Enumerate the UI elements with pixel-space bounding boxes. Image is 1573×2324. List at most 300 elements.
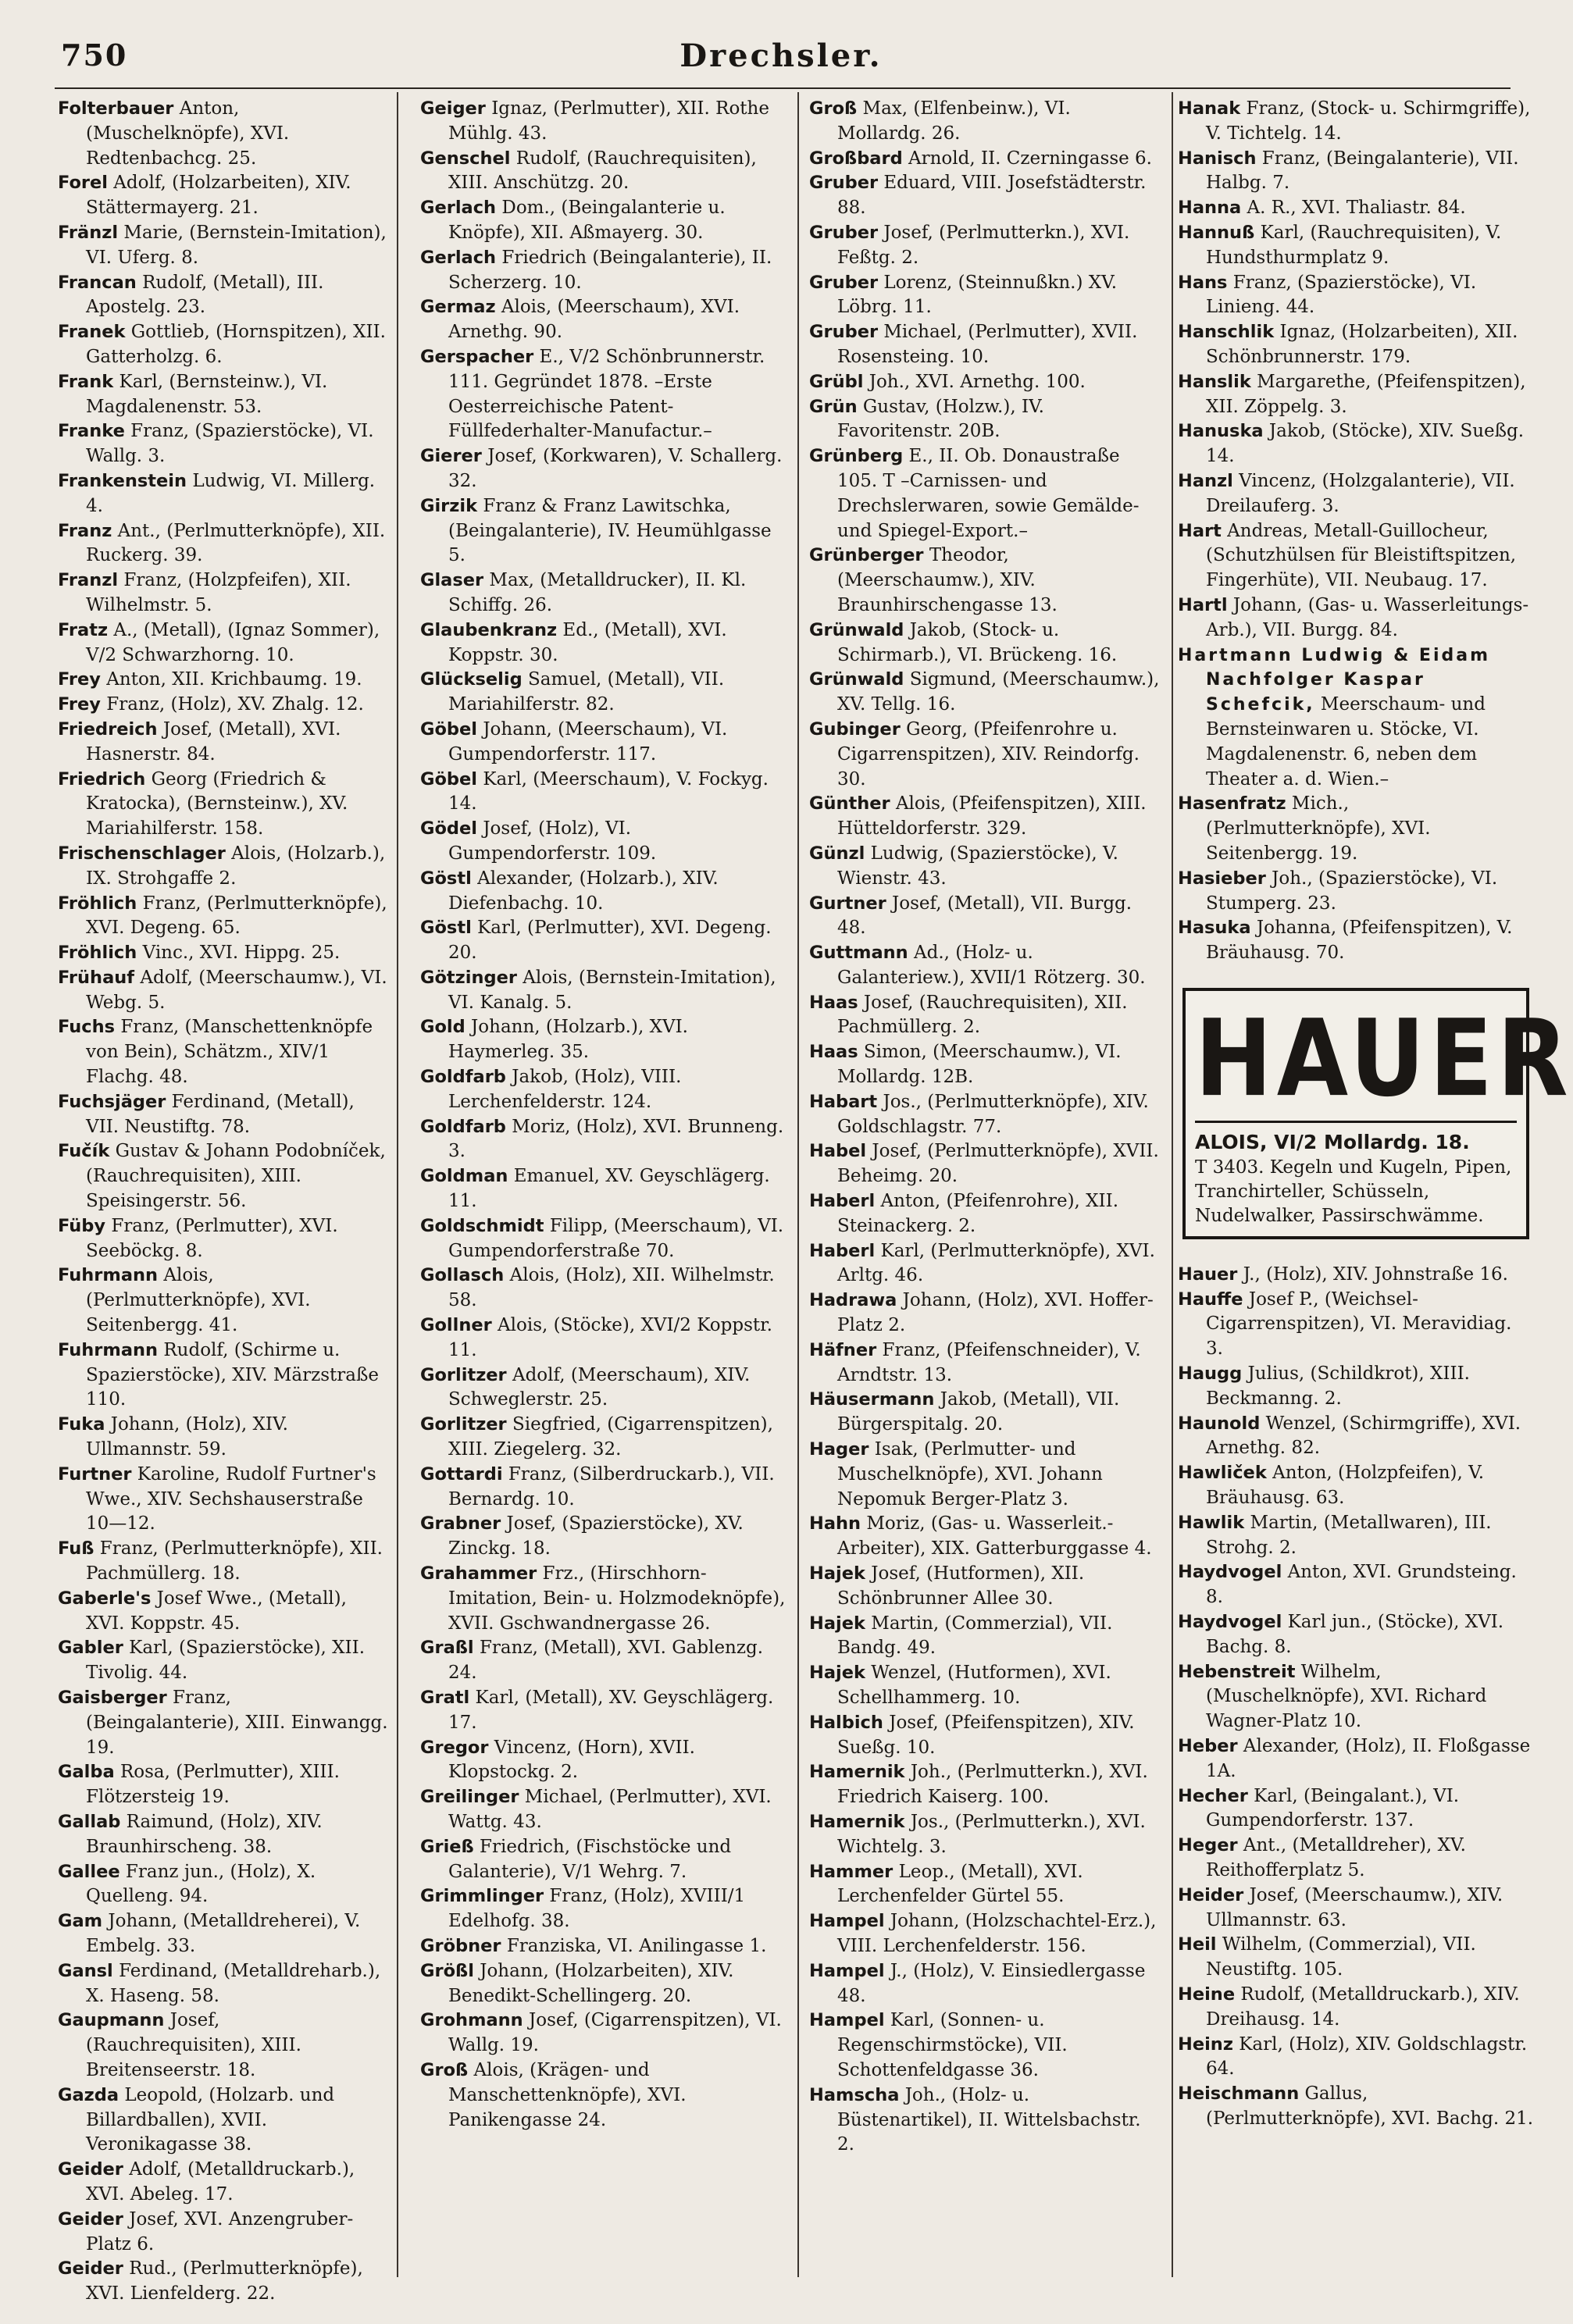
entry-details: Karl, (Bernsteinw.), VI. Magdalenenstr. 53. — [86, 371, 328, 417]
directory-entry — [809, 718, 1162, 792]
entry-details: Franz, (Perlmutter), XVI. Seeböckg. 8. — [86, 1215, 338, 1261]
column-4-bottom-entries — [1178, 1263, 1534, 2132]
directory-entry — [1178, 1263, 1534, 1288]
entry-details: Johann, (Holzschachtel-Erz.), VIII. Lerchenfelderstr. 156. — [837, 1911, 1157, 1956]
directory-entry — [58, 2009, 389, 2083]
directory-entry — [1178, 1983, 1534, 2033]
directory-entry — [809, 147, 1162, 172]
entry-details: Ferdinand, (Metall), VII. Neustiftg. 78. — [86, 1091, 355, 1137]
entry-surname: Gaberle's — [58, 1588, 152, 1609]
entry-surname: Habart — [809, 1091, 878, 1112]
entry-surname: Frühauf — [58, 967, 135, 988]
entry-details: Franz, (Metall), XVI. Gablenzg. 24. — [448, 1638, 764, 1684]
entry-details: Josef, (Perlmutterkn.), XVI. Feßtg. 2. — [837, 222, 1130, 268]
entry-surname: Haunold — [1178, 1413, 1261, 1434]
directory-entry — [420, 1636, 787, 1686]
entry-details: Franziska, VI. Anilingasse 1. — [501, 1935, 767, 1956]
column-divider — [797, 92, 799, 2277]
header-rule — [55, 87, 1511, 89]
entry-surname: Grünwald — [809, 619, 904, 640]
directory-entry — [809, 991, 1162, 1041]
entry-surname: Hasenfratz — [1178, 793, 1286, 814]
entry-details: Anton, (Pfeifenrohre), XII. Steinackerg. 2. — [837, 1191, 1119, 1236]
entry-details: Josef, (Perlmutterknöpfe), XVII. Beheimg. 20. — [837, 1141, 1159, 1187]
entry-details: Meerschaum- und Bernsteinwaren u. Stöcke, VI. Magdalenenstr. 6, neben dem Theater a. d. Wien.– — [1206, 694, 1486, 790]
entry-surname: Germaz — [420, 297, 496, 318]
directory-entry — [1178, 320, 1534, 370]
entry-details: Gallus, (Perlmutterknöpfe), XVI. Bachg. 21. — [1206, 2083, 1534, 2129]
entry-surname: Goldfarb — [420, 1067, 506, 1088]
entry-details: Ant., (Metalldreher), XV. Reithofferplatz 5. — [1206, 1835, 1466, 1881]
directory-entry — [420, 196, 787, 246]
entry-surname: Göbel — [420, 718, 478, 740]
entry-surname: Hannuß — [1178, 222, 1255, 243]
entry-details: Emanuel, XV. Geyschlägerg. 11. — [448, 1166, 770, 1212]
entry-surname: Heine — [1178, 1984, 1236, 2005]
entry-surname: Häfner — [809, 1339, 877, 1360]
directory-entry — [809, 1661, 1162, 1711]
entry-details: Johann, (Holzarb.), XVI. Haymerleg. 35. — [448, 1017, 688, 1063]
entry-surname: Folterbauer — [58, 98, 174, 119]
directory-entry — [420, 345, 787, 444]
directory-entry — [1178, 2033, 1534, 2083]
entry-surname: Götzinger — [420, 967, 517, 988]
entry-surname: Genschel — [420, 148, 511, 169]
directory-entry — [1178, 1660, 1534, 1734]
directory-entry — [809, 271, 1162, 321]
ad-brand: HAUER — [1195, 996, 1573, 1121]
entry-details: Alexander, (Holzarb.), XIV. Diefenbachg. 10. — [448, 868, 719, 914]
directory-entry — [809, 1959, 1162, 2009]
entry-details: Rosa, (Perlmutter), XIII. Flötzersteig 19. — [86, 1762, 340, 1808]
entry-surname: Franek — [58, 322, 126, 343]
entry-details: Michael, (Perlmutter), XVII. Rosensteing. 10. — [837, 322, 1138, 367]
page-title: Drechsler. — [679, 37, 883, 74]
entry-surname: Hammer — [809, 1861, 894, 1882]
directory-entry — [809, 1438, 1162, 1512]
directory-entry — [809, 444, 1162, 544]
entry-details: Michael, (Perlmutter), XVI. Wattg. 43. — [448, 1787, 772, 1832]
entry-details: Franz, (Spazierstöcke), VI. Linieng. 44. — [1206, 272, 1477, 318]
entry-surname: Hanuska — [1178, 421, 1264, 442]
directory-entry — [809, 97, 1162, 147]
directory-entry — [58, 1413, 389, 1463]
directory-entry — [58, 1587, 389, 1637]
entry-surname: Hamernik — [809, 1811, 905, 1832]
entry-details: Karl, (Sonnen- u. Regenschirmstöcke), VII. Schottenfeldgasse 36. — [837, 2010, 1068, 2080]
directory-entry — [809, 892, 1162, 942]
entry-surname: Gröbner — [420, 1935, 501, 1956]
entry-surname: Fuchsjäger — [58, 1091, 166, 1112]
entry-details: Josef, (Korkwaren), V. Schallerg. 32. — [448, 446, 783, 491]
entry-details: Margarethe, (Pfeifenspitzen), XII. Zöppelg. 3. — [1206, 371, 1526, 417]
directory-entry — [1178, 1461, 1534, 1511]
directory-entry — [420, 668, 787, 718]
entry-details: Johanna, (Pfeifenspitzen), V. Bräuhausg. 70. — [1206, 918, 1513, 964]
entry-surname: Grieß — [420, 1836, 474, 1857]
directory-entry — [58, 892, 389, 942]
entry-details: Ignaz, (Perlmutter), XII. Rothe Mühlg. 43. — [448, 98, 769, 144]
directory-entry — [58, 171, 389, 221]
entry-surname: Heger — [1178, 1835, 1238, 1856]
directory-entry — [1178, 1933, 1534, 1983]
entry-details: Alois, (Krägen- und Manschettenknöpfe), XVI. Panikengasse 24. — [448, 2059, 687, 2130]
entry-details: Julius, (Schildkrot), XIII. Beckmanng. 2. — [1206, 1363, 1470, 1409]
directory-entry — [58, 1463, 389, 1537]
directory-entry — [420, 1065, 787, 1115]
directory-entry — [809, 1239, 1162, 1289]
entry-surname: Hartl — [1178, 594, 1228, 615]
directory-entry — [1178, 519, 1534, 593]
entry-surname: Gollasch — [420, 1265, 505, 1286]
directory-entry — [58, 2208, 389, 2258]
directory-entry — [809, 1612, 1162, 1662]
entry-surname: Hampel — [809, 2010, 885, 2031]
directory-entry — [420, 1959, 787, 2009]
entry-surname: Gaupmann — [58, 2010, 165, 2031]
ad-owner-address: ALOIS, VI/2 Mollardg. 18. — [1195, 1130, 1470, 1153]
directory-entry — [58, 419, 389, 469]
directory-entry — [58, 842, 389, 892]
entry-surname: Günther — [809, 793, 890, 814]
entry-details: Franz, (Holz), XVIII/1 Edelhofg. 38. — [448, 1886, 746, 1932]
entry-details: Franz, (Holzpfeifen), XII. Wilhelmstr. 5. — [86, 570, 351, 615]
entry-details: Rud., (Perlmutterknöpfe), XVI. Lienfelderg. 22. — [86, 2258, 363, 2304]
directory-entry — [58, 768, 389, 842]
entry-details: Joh., (Holz- u. Büstenartikel), II. Wittelsbachstr. 2. — [837, 2084, 1141, 2155]
directory-column-4 — [1178, 97, 1573, 2276]
entry-details: Franz, (Perlmutterknöpfe), XII. Pachmüllerg. 18. — [86, 1538, 383, 1584]
directory-entry — [420, 246, 787, 296]
entry-details: Franz, (Spazierstöcke), VI. Wallg. 3. — [86, 421, 374, 467]
entry-details: Johann, (Meerschaum), VI. Gumpendorferstr. 117. — [448, 718, 728, 765]
directory-entry — [420, 817, 787, 867]
directory-entry — [809, 1810, 1162, 1860]
entry-surname: Gam — [58, 1911, 103, 1932]
entry-surname: Gollner — [420, 1315, 492, 1336]
directory-entry — [420, 494, 787, 569]
entry-surname: Grahammer — [420, 1563, 537, 1584]
entry-details: Alois, (Perlmutterknöpfe), XVI. Seitenbergg. 41. — [86, 1265, 311, 1336]
directory-entry — [58, 569, 389, 618]
entry-surname: Gruber — [809, 173, 879, 194]
entry-surname: Hanak — [1178, 98, 1241, 119]
ad-products: T 3403. Kegeln und Kugeln, Pipen, Tranchirteller, Schüsseln, Nudelwalker, Passirschwämme. — [1195, 1157, 1512, 1226]
directory-entry — [420, 1512, 787, 1562]
directory-entry — [420, 1115, 787, 1165]
entry-details: Gustav, (Holzw.), IV. Favoritenstr. 20B. — [837, 396, 1044, 442]
entry-surname: Hajek — [809, 1663, 865, 1684]
directory-entry — [1178, 1884, 1534, 1934]
entry-surname: Gregor — [420, 1737, 489, 1758]
entry-surname: Hecher — [1178, 1785, 1248, 1806]
entry-details: Alois, (Holzarb.), IX. Strohgaffe 2. — [86, 843, 386, 889]
entry-details: Josef, (Metall), XVI. Hasnerstr. 84. — [86, 718, 341, 765]
entry-surname: Hanna — [1178, 198, 1242, 219]
entry-details: Jos., (Perlmutterknöpfe), XIV. Goldschlagstr. 77. — [837, 1091, 1149, 1137]
entry-surname: Göbel — [420, 768, 478, 790]
entry-details: Karl, (Meerschaum), V. Fockyg. 14. — [448, 768, 769, 814]
directory-column-1 — [58, 97, 389, 2304]
entry-details: Franz, (Stock- u. Schirmgriffe), V. Tichtelg. 14. — [1206, 98, 1531, 144]
entry-surname: Geider — [58, 2258, 123, 2279]
directory-column-3 — [809, 97, 1162, 2276]
entry-surname: Grünberg — [809, 446, 904, 467]
entry-details: Moriz, (Holz), XVI. Brunneng. 3. — [448, 1116, 784, 1162]
entry-details: Franz, (Beingalanterie), XIII. Einwangg. 19. — [86, 1688, 388, 1758]
directory-entry — [809, 1388, 1162, 1438]
directory-entry — [420, 1164, 787, 1214]
entry-surname: Hanisch — [1178, 148, 1257, 169]
directory-entry — [420, 97, 787, 147]
directory-entry — [1178, 469, 1534, 519]
entry-details: Simon, (Meerschaumw.), VI. Mollardg. 12B. — [837, 1042, 1122, 1088]
entry-surname: Grünwald — [809, 669, 904, 690]
entry-surname: Fratz — [58, 619, 109, 640]
entry-surname: Heil — [1178, 1934, 1217, 1955]
entry-surname: Grün — [809, 396, 858, 417]
entry-surname: Girzik — [420, 495, 478, 516]
directory-entry — [1178, 196, 1534, 221]
directory-entry — [420, 147, 787, 197]
entry-surname: Geiger — [420, 98, 486, 119]
entry-details: Alois, (Stöcke), XVI/2 Koppstr. 11. — [448, 1315, 772, 1360]
directory-entry — [420, 1264, 787, 1313]
directory-entry — [420, 1015, 787, 1065]
entry-details: Rudolf, (Metalldruckarb.), XIV. Dreihausg. 14. — [1206, 1984, 1520, 2030]
directory-entry — [58, 1636, 389, 1686]
directory-entry — [1178, 221, 1534, 271]
entry-surname: Hanzl — [1178, 470, 1233, 491]
entry-details: A., (Metall), (Ignaz Sommer), V/2 Schwarzhorng. 10. — [86, 619, 380, 665]
entry-surname: Hebenstreit — [1178, 1661, 1296, 1682]
directory-entry — [58, 1909, 389, 1959]
entry-surname: Haydvogel — [1178, 1562, 1282, 1583]
entry-surname: Guttmann — [809, 943, 908, 964]
directory-entry — [1178, 643, 1534, 793]
entry-surname: Glaser — [420, 570, 484, 591]
entry-details: Samuel, (Metall), VII. Mariahilferstr. 82. — [448, 669, 725, 715]
entry-surname: Heider — [1178, 1884, 1244, 1905]
entry-surname: Hampel — [809, 1911, 885, 1932]
entry-details: Max, (Elfenbeinw.), VI. Mollardg. 26. — [837, 98, 1071, 144]
entry-surname: Franzl — [58, 570, 119, 591]
entry-surname: Gerlach — [420, 198, 497, 219]
directory-entry — [809, 320, 1162, 370]
entry-surname: Hamernik — [809, 1762, 905, 1783]
entry-surname: Grabner — [420, 1513, 501, 1534]
directory-entry — [809, 842, 1162, 892]
entry-surname: Gruber — [809, 322, 879, 343]
entry-surname: Frey — [58, 694, 101, 715]
entry-surname: Galba — [58, 1762, 115, 1783]
directory-entry — [1178, 1412, 1534, 1462]
entry-details: Josef, (Metall), VII. Burgg. 48. — [837, 893, 1132, 939]
directory-entry — [809, 1338, 1162, 1388]
entry-details: Jos., (Perlmutterkn.), XVI. Wichtelg. 3. — [837, 1811, 1146, 1857]
entry-details: Ant., (Perlmutterknöpfe), XII. Ruckerg. 39. — [86, 520, 386, 566]
entry-details: Josef, (Holz), VI. Gumpendorferstr. 109. — [448, 818, 657, 864]
entry-surname: Göstl — [420, 868, 472, 889]
entry-details: Franz, (Holz), XV. Zhalg. 12. — [100, 694, 364, 715]
entry-firm-name: Hartmann Ludwig & Eidam Nachfolger Kaspar Schefcik, — [1178, 645, 1491, 715]
entry-details: Josef, XVI. Anzengruber-Platz 6. — [86, 2208, 354, 2254]
directory-entry — [809, 792, 1162, 842]
directory-entry — [809, 668, 1162, 718]
entry-surname: Groß — [809, 98, 858, 119]
directory-entry — [420, 1835, 787, 1885]
entry-surname: Heischmann — [1178, 2083, 1300, 2105]
entry-details: Jakob, (Stock- u. Schirmarb.), VI. Brückeng. 16. — [837, 619, 1118, 665]
entry-surname: Fröhlich — [58, 943, 137, 964]
directory-entry — [809, 618, 1162, 668]
entry-surname: Haberl — [809, 1191, 876, 1212]
directory-entry — [809, 1090, 1162, 1140]
entry-surname: Gottardi — [420, 1463, 503, 1485]
directory-entry — [809, 544, 1162, 618]
entry-details: Adolf, (Meerschaumw.), VI. Webg. 5. — [86, 967, 387, 1013]
entry-details: Marie, (Bernstein-Imitation), VI. Uferg. 8. — [86, 222, 387, 268]
entry-surname: Gerspacher — [420, 346, 534, 367]
entry-details: Karl, (Metall), XV. Geyschlägerg. 17. — [448, 1688, 774, 1733]
entry-surname: Fuchs — [58, 1017, 116, 1038]
entry-details: Josef, (Spazierstöcke), XV. Zinckg. 18. — [448, 1513, 744, 1559]
entry-surname: Gansl — [58, 1960, 113, 1981]
entry-details: J., (Holz), V. Einsiedlergasse 48. — [837, 1960, 1146, 2006]
entry-details: Arnold, II. Czerningasse 6. — [902, 148, 1152, 169]
entry-details: Friedrich, (Fischstöcke und Galanterie), V/1 Wehrg. 7. — [448, 1836, 732, 1882]
entry-surname: Gratl — [420, 1688, 470, 1708]
entry-surname: Füby — [58, 1215, 106, 1236]
directory-entry — [1178, 593, 1534, 643]
entry-details: Friedrich (Beingalanterie), II. Scherzerg. 10. — [448, 247, 772, 293]
directory-entry — [1178, 1610, 1534, 1660]
directory-entry — [58, 966, 389, 1016]
directory-entry — [1178, 1362, 1534, 1412]
entry-surname: Glaubenkranz — [420, 619, 558, 640]
entry-details: Leopold, (Holzarb. und Billardballen), XVII. Veronikagasse 38. — [86, 2084, 335, 2155]
entry-surname: Gruber — [809, 272, 879, 293]
directory-entry — [809, 1189, 1162, 1239]
entry-details: Martin, (Commerzial), VII. Bandg. 49. — [837, 1613, 1113, 1659]
column-divider — [397, 92, 398, 2277]
entry-surname: Franz — [58, 520, 112, 541]
entry-surname: Gerlach — [420, 247, 497, 268]
entry-details: Karl, (Holz), XIV. Goldschlagstr. 64. — [1206, 2034, 1528, 2080]
entry-surname: Frankenstein — [58, 470, 187, 491]
directory-entry — [420, 444, 787, 494]
entry-details: Isak, (Perlmutter- und Muschelknöpfe), XVI. Johann Nepomuk Berger-Platz 3. — [837, 1439, 1103, 1510]
entry-surname: Graßl — [420, 1638, 474, 1659]
entry-details: Josef, (Hutformen), XII. Schönbrunner Allee 30. — [837, 1563, 1085, 1609]
entry-details: Martin, (Metallwaren), III. Strohg. 2. — [1206, 1512, 1492, 1558]
column-4-top-entries — [1178, 97, 1534, 966]
directory-entry — [420, 2009, 787, 2058]
directory-entry — [58, 370, 389, 420]
entry-surname: Frank — [58, 371, 114, 392]
directory-entry — [58, 1015, 389, 1089]
entry-details: A. R., XVI. Thaliastr. 84. — [1241, 198, 1466, 219]
entry-surname: Friedreich — [58, 718, 158, 740]
entry-details: Gottlieb, (Hornspitzen), XII. Gatterholzg. 6. — [86, 322, 386, 367]
directory-entry — [809, 395, 1162, 445]
column-divider — [1172, 92, 1173, 2277]
directory-entry — [809, 1860, 1162, 1910]
directory-entry — [420, 966, 787, 1016]
entry-details: Karoline, Rudolf Furtner's Wwe., XIV. Sechshauserstraße 10—12. — [86, 1463, 376, 1534]
entry-details: Joh., XVI. Arnethg. 100. — [863, 371, 1086, 392]
entry-surname: Fuka — [58, 1414, 105, 1435]
entry-details: Franz & Franz Lawitschka, (Beingalanterie), IV. Heumühlgasse 5. — [448, 495, 772, 566]
entry-surname: Haas — [809, 992, 858, 1013]
entry-surname: Hasuka — [1178, 918, 1251, 939]
entry-details: Vinc., XVI. Hippg. 25. — [137, 943, 341, 964]
entry-details: E., II. Ob. Donaustraße 105. T –Carnissen- und Drechslerwaren, sowie Gemälde- und Spiegel-Export.– — [837, 446, 1140, 541]
directory-entry — [420, 1463, 787, 1513]
directory-entry — [809, 1139, 1162, 1189]
entry-surname: Gödel — [420, 818, 478, 839]
entry-surname: Gazda — [58, 2084, 119, 2105]
directory-entry — [58, 2083, 389, 2158]
entry-details: Josef P., (Weichsel-Cigarrenspitzen), VI. Meravidiag. 3. — [1206, 1289, 1512, 1360]
entry-details: Ad., (Holz- u. Galanteriew.), XVII/1 Rötzerg. 30. — [837, 943, 1146, 988]
entry-surname: Haydvogel — [1178, 1612, 1282, 1633]
entry-details: Alois, (Pfeifenspitzen), XIII. Hütteldorferstr. 329. — [837, 793, 1147, 839]
entry-surname: Forel — [58, 173, 108, 194]
entry-details: Anton, XII. Krichbaumg. 19. — [100, 669, 362, 690]
entry-surname: Halbich — [809, 1712, 883, 1733]
entry-details: Johann, (Holzarbeiten), XIV. Benedikt-Schellingerg. 20. — [448, 1960, 734, 2006]
entry-surname: Gierer — [420, 446, 482, 467]
directory-entry — [420, 569, 787, 618]
directory-entry — [809, 1711, 1162, 1761]
directory-entry — [1178, 1834, 1534, 1884]
entry-surname: Grohmann — [420, 2010, 523, 2031]
entry-details: Siegfried, (Cigarrenspitzen), XIII. Ziegelerg. 32. — [448, 1414, 773, 1460]
entry-details: Franz, (Pfeifenschneider), V. Arndtstr. 13. — [837, 1339, 1141, 1385]
directory-entry — [58, 668, 389, 693]
entry-surname: Größl — [420, 1960, 474, 1981]
entry-surname: Franke — [58, 421, 125, 442]
entry-surname: Goldschmidt — [420, 1215, 544, 1236]
directory-entry — [1178, 1511, 1534, 1561]
directory-entry — [1178, 419, 1534, 469]
entry-details: Ed., (Metall), XVI. Koppstr. 30. — [448, 619, 727, 665]
directory-entry — [58, 1338, 389, 1413]
entry-details: Eduard, VIII. Josefstädterstr. 88. — [837, 173, 1147, 219]
directory-entry — [58, 469, 389, 519]
entry-details: Max, (Metalldrucker), II. Kl. Schiffg. 26. — [448, 570, 747, 615]
entry-details: Alois, (Meerschaum), XVI. Arnethg. 90. — [448, 297, 740, 343]
entry-details: Mich., (Perlmutterknöpfe), XVI. Seitenbergg. 19. — [1206, 793, 1431, 864]
entry-details: Dom., (Beingalanterie u. Knöpfe), XII. Aßmayerg. 30. — [448, 198, 726, 243]
entry-surname: Grübl — [809, 371, 864, 392]
entry-surname: Haberl — [809, 1240, 876, 1261]
entry-details: Wenzel, (Hutformen), XVI. Schellhammerg. 10. — [837, 1663, 1111, 1708]
entry-details: Karl, (Spazierstöcke), XII. Tivolig. 44. — [86, 1638, 366, 1684]
entry-surname: Gurtner — [809, 893, 886, 914]
entry-details: Ferdinand, (Metalldreharb.), X. Haseng. 58. — [86, 1960, 381, 2006]
directory-entry — [420, 1214, 787, 1264]
directory-entry — [1178, 370, 1534, 420]
entry-details: Josef, (Rauchrequisiten), XIII. Breitenseerstr. 18. — [86, 2010, 301, 2080]
entry-surname: Hart — [1178, 520, 1222, 541]
entry-details: Georg (Friedrich & Kratocka), (Bernsteinw.), XV. Mariahilferstr. 158. — [86, 768, 348, 839]
entry-surname: Hanslik — [1178, 371, 1251, 392]
directory-entry — [809, 1562, 1162, 1612]
entry-surname: Gold — [420, 1017, 465, 1038]
entry-details: Sigmund, (Meerschaumw.), XV. Tellg. 16. — [837, 669, 1160, 715]
